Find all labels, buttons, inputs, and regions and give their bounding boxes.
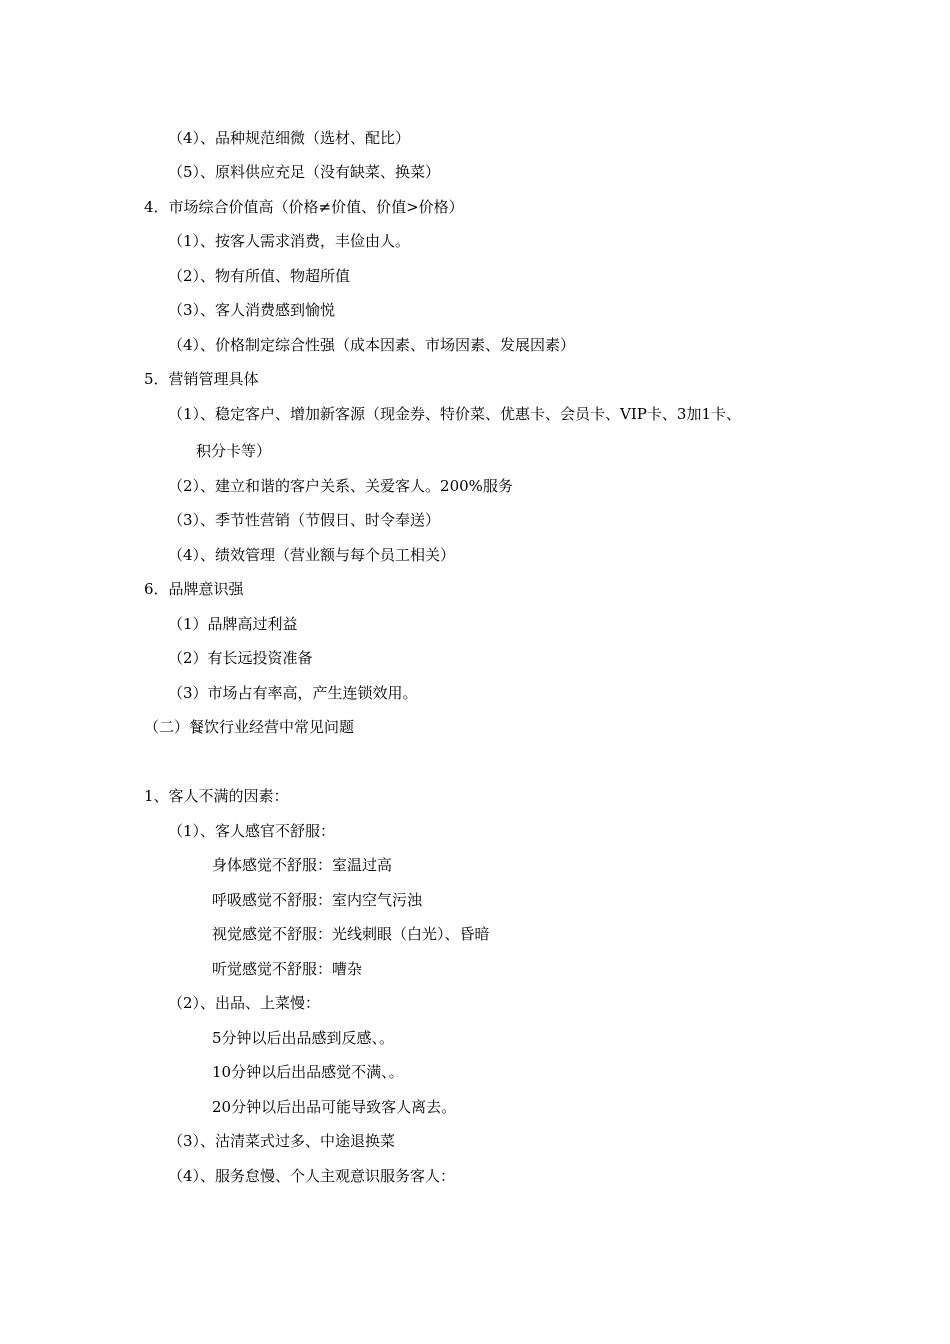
text-line: （2）、出品、上菜慢： — [168, 994, 321, 1012]
text-line: 身体感觉不舒服：室温过高 — [212, 856, 393, 874]
text-line: （2）、建立和谐的客户关系、关爱客人。200%服务 — [168, 477, 513, 495]
section-heading: 4．市场综合价值高（价格≠价值、价值>价格） — [144, 198, 464, 216]
text-line: 呼吸感觉不舒服：室内空气污浊 — [212, 891, 423, 909]
section-heading: （二）餐饮行业经营中常见问题 — [144, 718, 355, 736]
text-line: （1）、客人感官不舒服： — [168, 822, 336, 840]
text-line: （2）有长远投资准备 — [168, 649, 313, 667]
text-line: （4）、服务怠慢、个人主观意识服务客人： — [168, 1167, 456, 1185]
text-line: （3）、客人消费感到愉悦 — [168, 301, 336, 319]
section-heading: 5．营销管理具体 — [144, 370, 259, 388]
text-line: （4）、绩效管理（营业额与每个员工相关） — [168, 546, 456, 564]
text-line: 10分钟以后出品感觉不满、。 — [212, 1063, 404, 1081]
section-heading: 6．品牌意识强 — [144, 580, 244, 598]
text-line: 20分钟以后出品可能导致客人离去。 — [212, 1098, 457, 1116]
text-line: 听觉感觉不舒服：嘈杂 — [212, 960, 363, 978]
text-line: （5）、原料供应充足（没有缺菜、换菜） — [168, 163, 441, 181]
text-line: （3）、季节性营销（节假日、时令奉送） — [168, 511, 441, 529]
text-line: （4）、品种规范细微（选材、配比） — [168, 129, 411, 147]
text-line: 5分钟以后出品感到反感、。 — [212, 1029, 395, 1047]
section-heading: 1、客人不满的因素： — [144, 787, 289, 805]
text-line: （2）、物有所值、物超所值 — [168, 267, 351, 285]
text-line-continuation: 积分卡等） — [196, 442, 272, 460]
text-line: （3）市场占有率高，产生连锁效用。 — [168, 684, 418, 702]
text-line: （1）品牌高过利益 — [168, 615, 298, 633]
text-line: （4）、价格制定综合性强（成本因素、市场因素、发展因素） — [168, 336, 576, 354]
text-line: 视觉感觉不舒服：光线刺眼（白光）、昏暗 — [212, 925, 490, 943]
text-line: （1）、稳定客户、增加新客源（现金券、特价菜、优惠卡、会员卡、VIP卡、3加1卡、 — [168, 405, 741, 423]
text-line: （3）、沽清菜式过多、中途退换菜 — [168, 1132, 396, 1150]
text-line: （1）、按客人需求消费，丰俭由人。 — [168, 232, 411, 250]
